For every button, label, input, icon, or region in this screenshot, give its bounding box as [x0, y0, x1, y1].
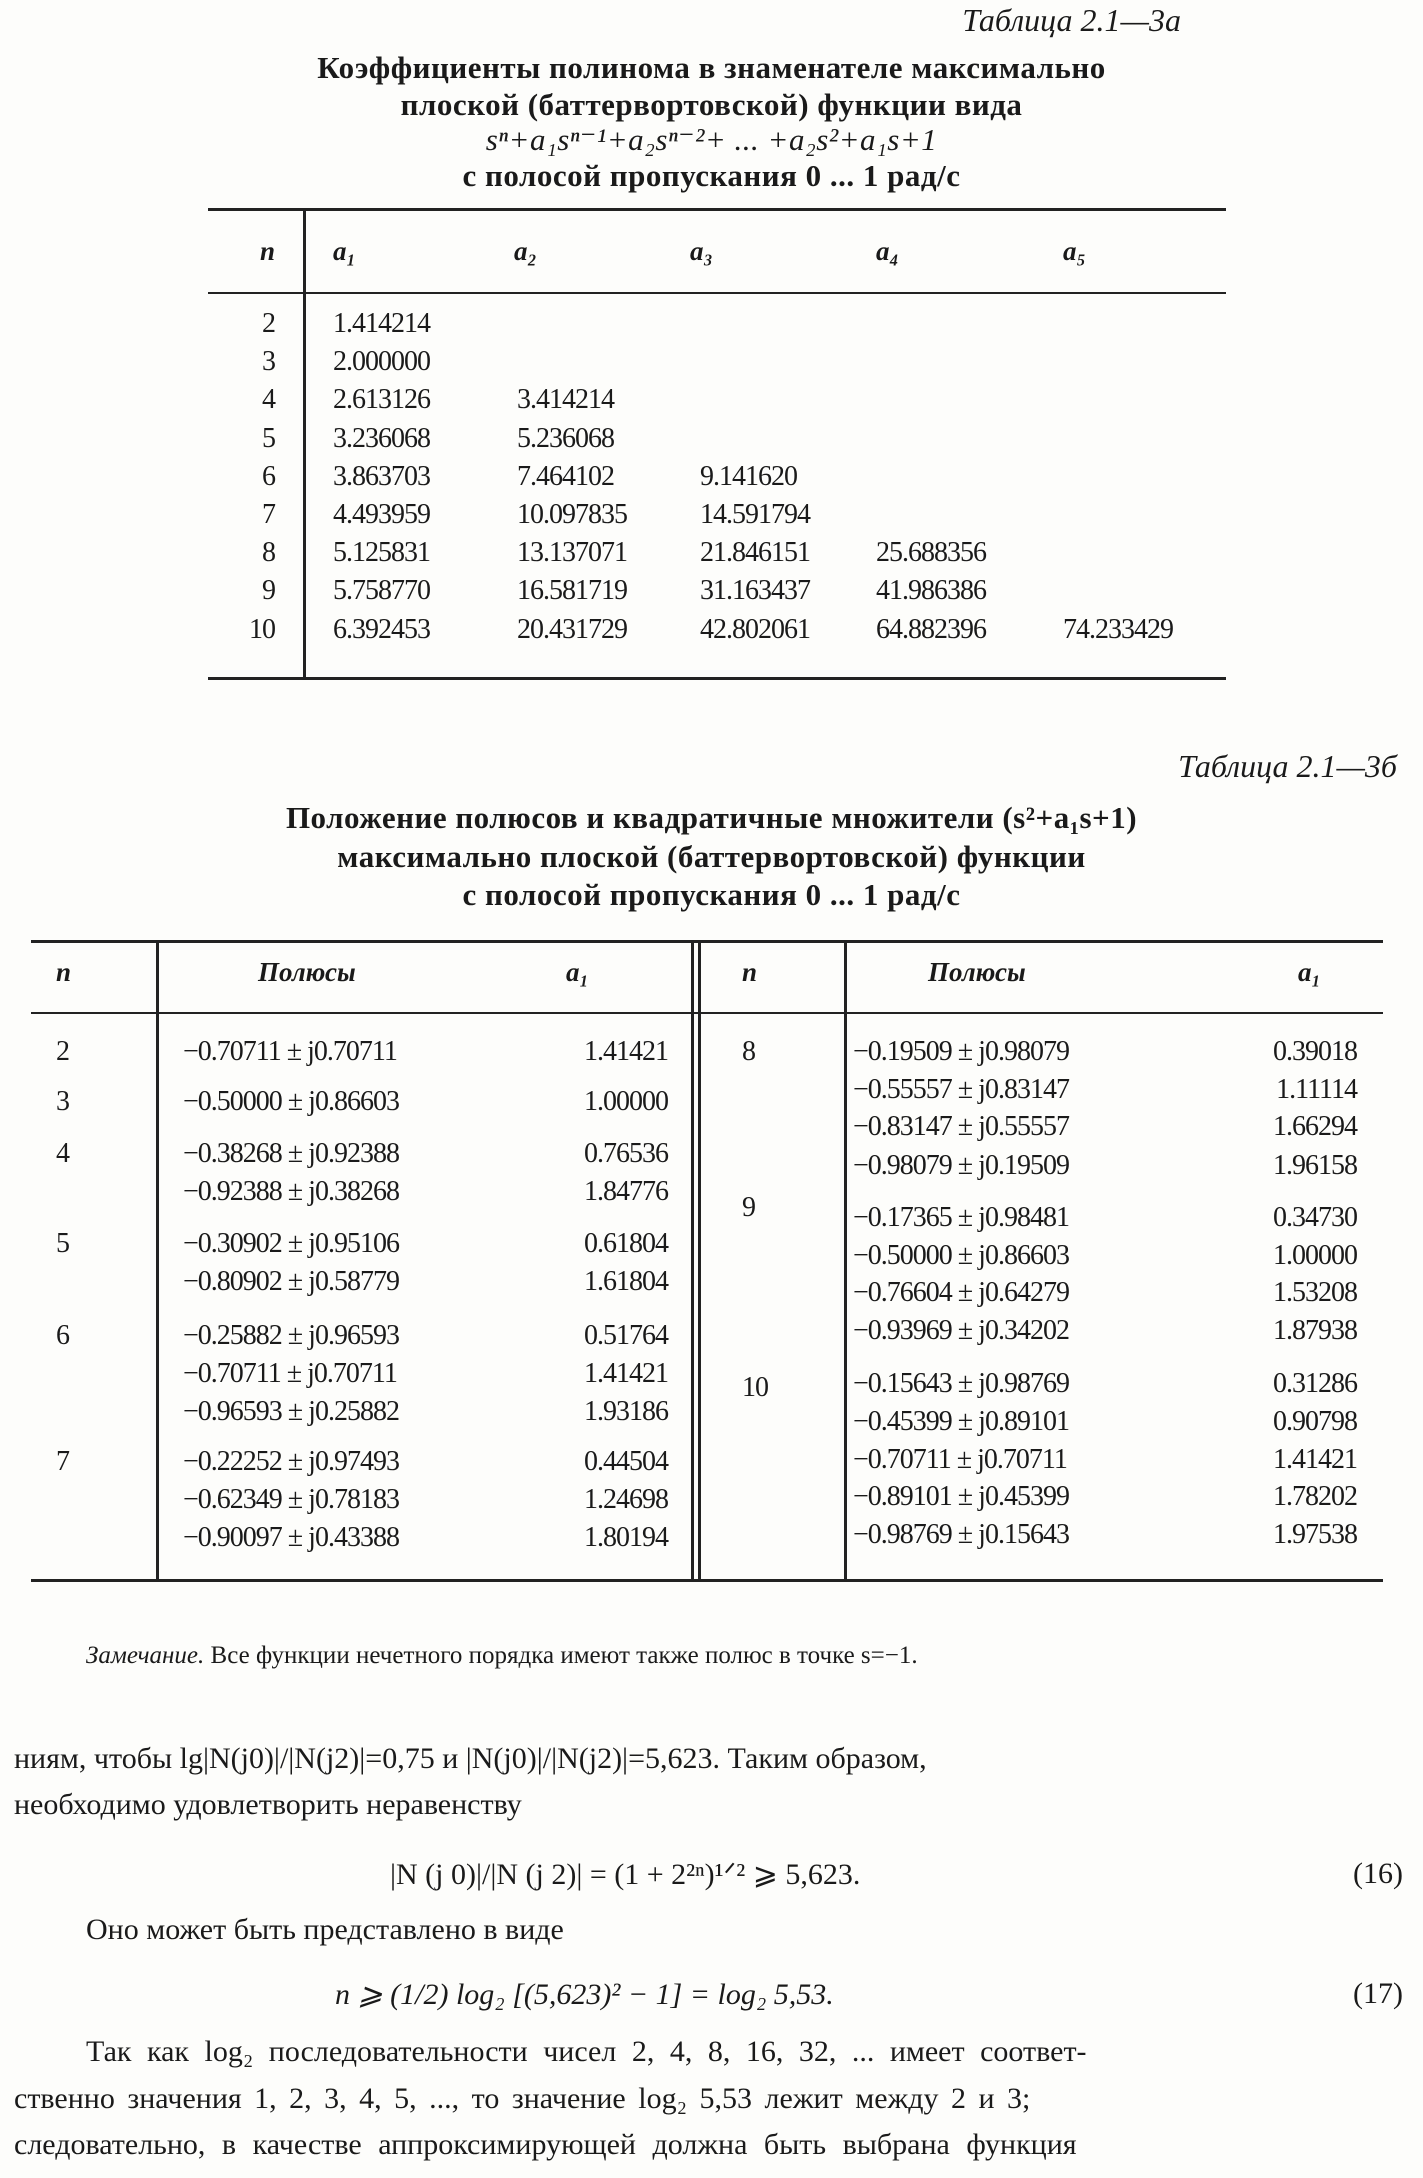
table2-cell-a1: 0.39018	[1273, 1036, 1357, 1067]
table2-cell-pole: −0.25882 ± j0.96593	[183, 1320, 399, 1351]
table2-cell-pole: −0.50000 ± j0.86603	[853, 1240, 1069, 1271]
table1-header-5: a₅	[1063, 236, 1086, 266]
table1-header-2: a₂	[514, 236, 537, 266]
table1-cell: 42.802061	[700, 613, 810, 645]
table2-cell-a1: 1.00000	[1273, 1240, 1357, 1271]
table2-column-rule	[844, 942, 847, 1579]
table2-cell-a1: 1.66294	[1273, 1111, 1357, 1142]
table1-cell: 13.137071	[517, 537, 627, 569]
table2-cell-a1: 1.61804	[584, 1266, 668, 1297]
table2-cell-a1: 0.76536	[584, 1138, 668, 1169]
paragraph-line: ниям, чтобы lg|N(j0)|/|N(j2)|=0,75 и |N(j0)|/|N(j2)|=5,623. Таким образом,	[14, 1742, 927, 1775]
paragraph-line: необходимо удовлетворить неравенству	[14, 1788, 522, 1821]
table2-cell-a1: 1.24698	[584, 1484, 668, 1515]
table1-cell: 5.125831	[333, 537, 430, 569]
table2-cell-n: 3	[56, 1086, 69, 1117]
table1-cell-n: 5	[262, 422, 275, 454]
equation-17-number: (17)	[1353, 1977, 1403, 2010]
table2-cell-n: 9	[742, 1192, 755, 1223]
table2-cell-a1: 0.61804	[584, 1228, 668, 1259]
table2-cell-pole: −0.45399 ± j0.89101	[853, 1406, 1069, 1437]
table2-cell-a1: 1.93186	[584, 1396, 668, 1427]
table2-cell-pole: −0.38268 ± j0.92388	[183, 1138, 399, 1169]
table2-cell-pole: −0.76604 ± j0.64279	[853, 1277, 1069, 1308]
table2-cell-n: 6	[56, 1320, 69, 1351]
table1-cell-n: 7	[262, 499, 275, 530]
table2-cell-a1: 1.00000	[584, 1086, 668, 1117]
table2-cell-pole: −0.15643 ± j0.98769	[853, 1368, 1069, 1399]
paragraph-line: Оно может быть представлено в виде	[86, 1913, 564, 1946]
table2-cell-a1: 1.97538	[1273, 1519, 1357, 1550]
table2-header-n: n	[56, 957, 72, 987]
table1-cell: 25.688356	[876, 537, 986, 569]
table2-cell-a1: 1.41421	[584, 1358, 668, 1389]
table2-cell-pole: −0.89101 ± j0.45399	[853, 1481, 1069, 1512]
table1-title-line: плоской (баттервортовской) функции вида	[400, 87, 1023, 122]
table2-cell-pole: −0.62349 ± j0.78183	[183, 1484, 399, 1515]
equation-16-number: (16)	[1353, 1857, 1403, 1890]
table2-cell-pole: −0.70711 ± j0.70711	[183, 1036, 397, 1067]
table2-cell-a1: 1.78202	[1273, 1481, 1357, 1512]
table2-cell-a1: 0.31286	[1273, 1368, 1357, 1399]
table1-cell: 9.141620	[700, 460, 797, 492]
table1-header-4: a₄	[876, 236, 899, 266]
table1-cell-n: 4	[262, 384, 275, 416]
table1-cell: 5.758770	[333, 575, 430, 607]
table1-header-0: n	[259, 236, 275, 266]
table1-cell: 64.882396	[876, 613, 986, 645]
table1-cell: 20.431729	[517, 613, 627, 645]
table2-cell-a1: 0.44504	[584, 1446, 668, 1477]
table2-title-line: Положение полюсов и квадратичные множители (s²+a₁s+1)	[285, 800, 1138, 835]
table1-bottom-rule	[208, 677, 1226, 680]
table1-cell: 2.613126	[333, 384, 430, 416]
table1-cell: 3.863703	[333, 460, 430, 492]
table2-cell-pole: −0.96593 ± j0.25882	[183, 1396, 399, 1427]
table2-bottom-rule	[31, 1579, 1383, 1582]
table2-cell-pole: −0.30902 ± j0.95106	[183, 1228, 399, 1259]
table1-header-rule	[208, 292, 1226, 294]
table1-header-1: a₁	[333, 236, 356, 266]
table2-caption: Таблица 2.1—3б	[1178, 748, 1397, 784]
table2-cell-pole: −0.80902 ± j0.58779	[183, 1266, 399, 1297]
table1-cell: 2.000000	[333, 346, 430, 378]
note-text: Все функции нечетного порядка имеют также полюс в точке s=−1.	[210, 1642, 918, 1669]
table2-cell-pole: −0.22252 ± j0.97493	[183, 1446, 399, 1477]
table2-cell-pole: −0.70711 ± j0.70711	[183, 1358, 397, 1389]
table2-cell-a1: 0.90798	[1273, 1406, 1357, 1437]
table2-header-a1: a₁	[566, 957, 589, 987]
table2-cell-n: 4	[56, 1138, 69, 1169]
table2-cell-n: 5	[56, 1228, 69, 1259]
table2-cell-a1: 1.96158	[1273, 1150, 1357, 1181]
table2-cell-pole: −0.19509 ± j0.98079	[853, 1036, 1069, 1067]
table2-cell-a1: 1.53208	[1273, 1277, 1357, 1308]
paragraph-line: ственно значения 1, 2, 3, 4, 5, ..., то значение log₂ 5,53 лежит между 2 и 3;	[14, 2082, 1031, 2115]
table2-cell-a1: 1.87938	[1273, 1315, 1357, 1346]
table1-cell: 3.414214	[517, 384, 614, 416]
table1-cell: 74.233429	[1063, 613, 1173, 645]
table2-double-rule	[698, 942, 701, 1579]
table2-cell-a1: 1.80194	[584, 1522, 668, 1553]
table2-double-rule	[691, 942, 694, 1579]
table1-cell: 41.986386	[876, 575, 986, 607]
table2-cell-pole: −0.70711 ± j0.70711	[853, 1444, 1067, 1475]
table2-header-n: n	[742, 957, 758, 987]
table1-cell-n: 10	[249, 613, 275, 645]
table1-cell: 31.163437	[700, 575, 810, 607]
table1-cell-n: 6	[262, 460, 275, 492]
table2-title-line: с полосой пропускания 0 ... 1 рад/с	[462, 877, 961, 912]
table1-cell: 21.846151	[700, 537, 810, 569]
table1-cell: 4.493959	[333, 499, 430, 530]
table1-top-rule	[208, 208, 1226, 211]
table2-cell-n: 8	[742, 1036, 755, 1067]
table2-cell-pole: −0.50000 ± j0.86603	[183, 1086, 399, 1117]
equation-16: |N (j 0)|/|N (j 2)| = (1 + 2²ⁿ)¹ᐟ² ⩾ 5,623.	[390, 1858, 861, 1891]
table1-column-rule	[303, 210, 306, 677]
table2-cell-pole: −0.90097 ± j0.43388	[183, 1522, 399, 1553]
table2-cell-pole: −0.17365 ± j0.98481	[853, 1202, 1069, 1233]
table2-cell-a1: 0.34730	[1273, 1202, 1357, 1233]
table2-note	[86, 1642, 918, 1670]
table2-cell-a1: 1.84776	[584, 1176, 668, 1207]
table1-cell: 16.581719	[517, 575, 627, 607]
table1-cell-n: 8	[262, 537, 275, 569]
table2-cell-pole: −0.55557 ± j0.83147	[853, 1074, 1069, 1105]
table2-header-poles: Полюсы	[928, 957, 1026, 987]
table1-cell: 7.464102	[517, 460, 614, 492]
table2-top-rule	[31, 940, 1383, 943]
table2-cell-a1: 0.51764	[584, 1320, 668, 1351]
table2-header-rule	[31, 1012, 1383, 1014]
table2-title-line: максимально плоской (баттервортовской) функции	[337, 839, 1086, 874]
table2-cell-pole: −0.83147 ± j0.55557	[853, 1111, 1069, 1142]
table1-title-line: с полосой пропускания 0 ... 1 рад/с	[462, 158, 961, 193]
table1-cell: 14.591794	[700, 499, 810, 530]
table1-header-3: a₃	[690, 236, 713, 266]
table2-cell-pole: −0.92388 ± j0.38268	[183, 1176, 399, 1207]
table1-cell-n: 9	[262, 575, 275, 607]
table2-cell-pole: −0.98079 ± j0.19509	[853, 1150, 1069, 1181]
table1-cell: 6.392453	[333, 613, 430, 645]
table2-cell-a1: 1.11114	[1276, 1074, 1357, 1105]
note-label: Замечание.	[86, 1642, 205, 1669]
paragraph-line: Так как log₂ последовательности чисел 2, 4, 8, 16, 32, ... имеет соответ-	[86, 2035, 1087, 2068]
table1-caption: Таблица 2.1—3а	[962, 2, 1181, 38]
table1-cell: 10.097835	[517, 499, 627, 530]
table1-cell-n: 3	[262, 346, 275, 378]
table1-cell-n: 2	[262, 308, 275, 339]
table1-formula: sⁿ+a₁sⁿ⁻¹+a₂sⁿ⁻²+ ... +a₂s²+a₁s+1	[485, 122, 938, 157]
table2-cell-n: 7	[56, 1446, 69, 1477]
table2-cell-a1: 1.41421	[1273, 1444, 1357, 1475]
equation-17: n ⩾ (1/2) log₂ [(5,623)² − 1] = log₂ 5,53.	[335, 1978, 834, 2011]
table1-cell: 3.236068	[333, 422, 430, 454]
table1-title-line: Коэффициенты полинома в знаменателе максимально	[317, 50, 1106, 85]
table2-column-rule	[156, 942, 159, 1579]
table2-cell-pole: −0.93969 ± j0.34202	[853, 1315, 1069, 1346]
table2-cell-pole: −0.98769 ± j0.15643	[853, 1519, 1069, 1550]
table2-header-poles: Полюсы	[258, 957, 356, 987]
table2-cell-n: 10	[742, 1372, 768, 1403]
table2-cell-n: 2	[56, 1036, 69, 1067]
paragraph-line: следовательно, в качестве аппроксимирующей должна быть выбрана функция	[14, 2128, 1077, 2161]
table1-cell: 1.414214	[333, 308, 430, 339]
table2-cell-a1: 1.41421	[584, 1036, 668, 1067]
table1-cell: 5.236068	[517, 422, 614, 454]
table2-header-a1: a₁	[1298, 957, 1321, 987]
